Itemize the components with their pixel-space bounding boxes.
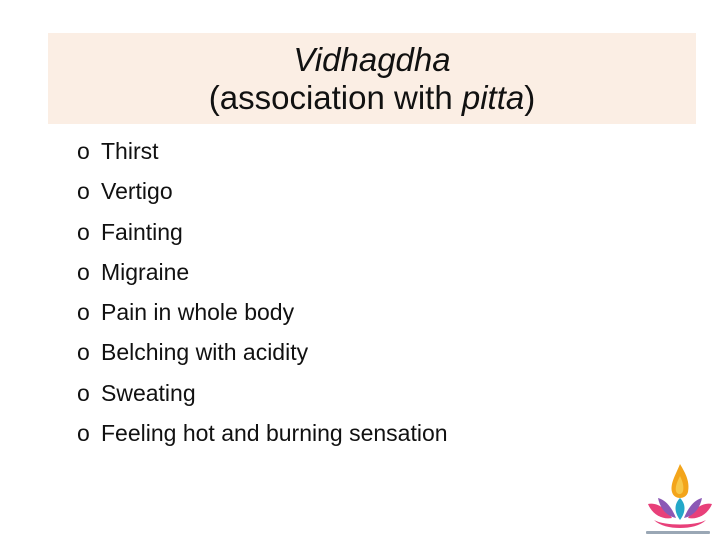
list-item	[77, 252, 448, 292]
list-item	[77, 212, 448, 252]
slide-title-band	[48, 33, 696, 124]
list-item-text: Belching with acidity	[101, 339, 309, 366]
list-item-text: Feeling hot and burning sensation	[101, 420, 448, 447]
caption-strip	[646, 531, 710, 534]
bullet-marker: o	[77, 218, 90, 245]
list-item	[77, 373, 448, 413]
list-item-text: Pain in whole body	[101, 299, 295, 326]
slide-title-line-2	[209, 79, 535, 117]
slide-title-line-1: Vidhagdha	[293, 40, 451, 78]
lotus-lamp-icon	[640, 462, 716, 538]
list-item	[77, 131, 448, 171]
list-item	[77, 413, 448, 453]
title-line-2-suffix: )	[524, 78, 536, 116]
list-item-text: Fainting	[101, 218, 183, 245]
bullet-marker: o	[77, 299, 90, 326]
bullet-marker: o	[77, 138, 90, 164]
lamp-base	[654, 520, 706, 528]
list-item	[77, 171, 448, 211]
bullet-marker: o	[77, 178, 90, 205]
symptom-list	[77, 131, 448, 453]
bullet-marker: o	[77, 420, 90, 447]
list-item-text: Thirst	[101, 138, 159, 164]
bullet-marker: o	[77, 379, 90, 406]
title-line-2-italic: pitta	[461, 78, 525, 116]
list-item	[77, 332, 448, 372]
list-item	[77, 292, 448, 332]
list-item-text: Sweating	[101, 379, 196, 406]
bullet-marker: o	[77, 339, 90, 366]
list-item-text: Vertigo	[101, 178, 173, 205]
bullet-marker: o	[77, 258, 90, 285]
title-line-2-prefix: (association with	[208, 78, 462, 116]
list-item-text: Migraine	[101, 258, 190, 285]
petal-center	[676, 498, 685, 520]
